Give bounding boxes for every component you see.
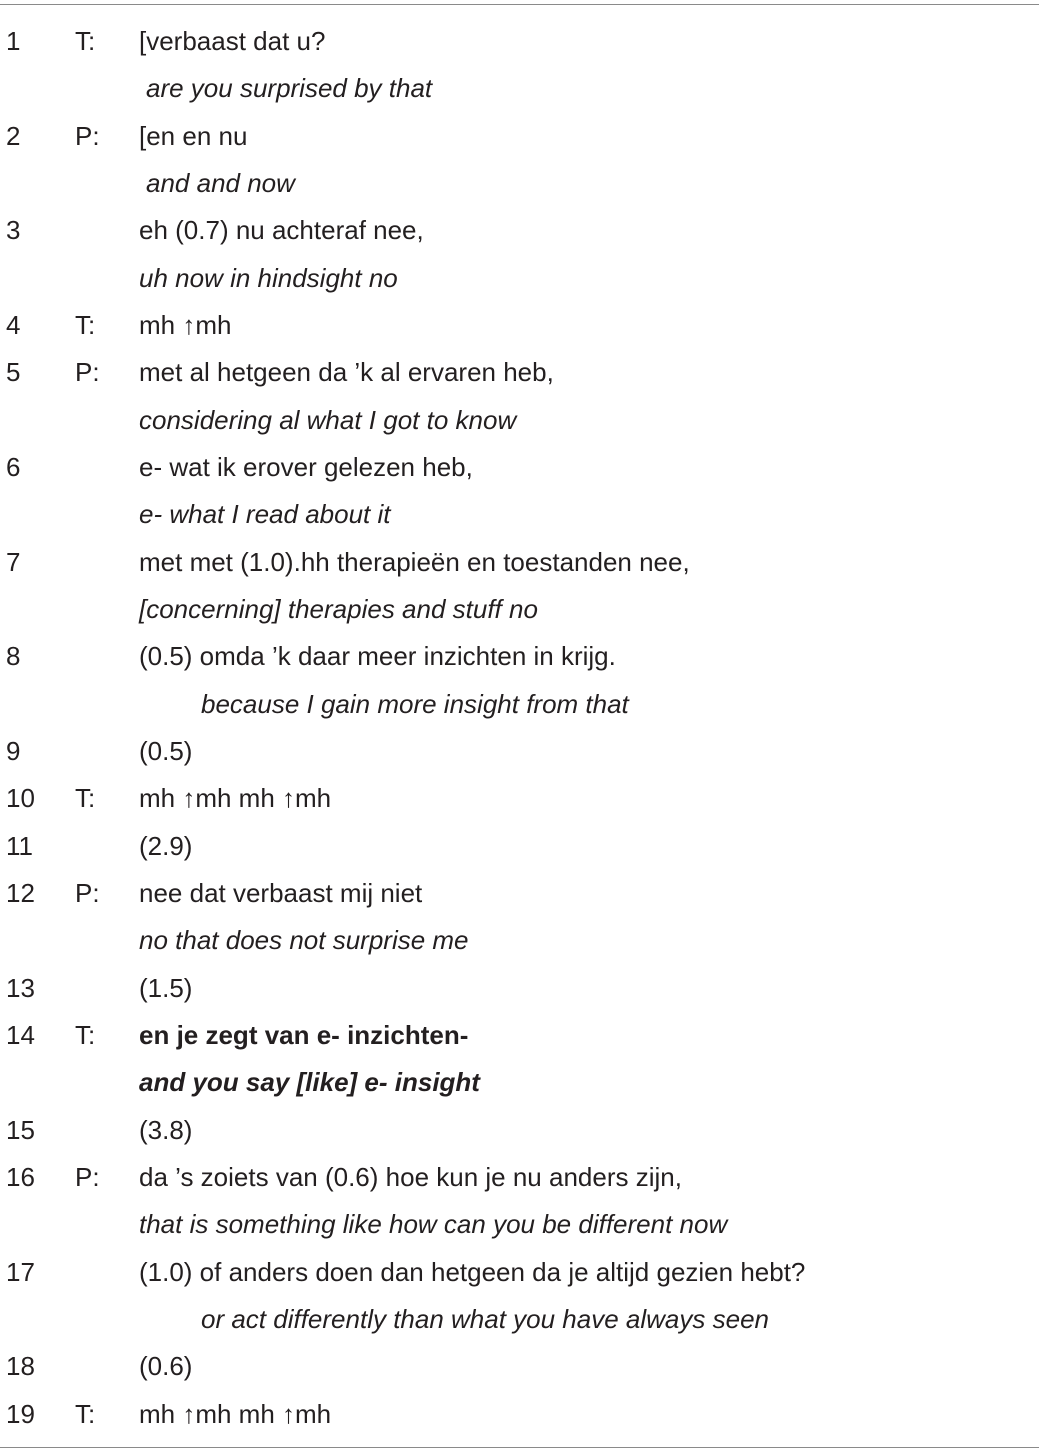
translation-line (0, 491, 1039, 538)
translation-line (0, 917, 1039, 964)
line-number: 1 (6, 26, 21, 56)
transcript-line (0, 633, 1039, 680)
transcript-line (0, 823, 1039, 870)
utterance: mh ↑mh mh ↑mh (139, 1398, 332, 1429)
line-number: 7 (6, 546, 21, 577)
translation: e- what I read about it (139, 499, 391, 530)
transcript-line (0, 728, 1039, 775)
translation: that is something like how can you be different now (139, 1209, 728, 1240)
utterance: nee dat verbaast mij niet (139, 877, 423, 908)
utterance: e- wat ik erover gelezen heb, (139, 451, 473, 482)
translation: no that does not surprise me (139, 925, 469, 956)
utterance: (1.5) (139, 972, 193, 1003)
transcript-line (0, 965, 1039, 1012)
translation: are you surprised by that (146, 73, 433, 104)
translation-line (0, 255, 1039, 302)
speaker-label: T: (75, 1019, 96, 1050)
utterance: met al hetgeen da ’k al ervaren heb, (139, 357, 554, 388)
utterance: eh (0.7) nu achteraf nee, (139, 215, 424, 246)
utterance: mh ↑mh (139, 309, 232, 340)
transcript-line (0, 1249, 1039, 1296)
speaker-label: P: (75, 357, 100, 388)
transcript-line (0, 775, 1039, 822)
line-number: 18 (6, 1351, 35, 1382)
transcript-line (0, 1343, 1039, 1390)
transcript-line (0, 444, 1039, 491)
line-number: 17 (6, 1256, 35, 1287)
line-number: 9 (6, 735, 21, 766)
transcript-line (0, 1107, 1039, 1154)
translation-line (0, 1296, 1039, 1343)
speaker-label: T: (75, 309, 96, 340)
line-number: 6 (6, 451, 21, 482)
transcript-line (0, 18, 1039, 65)
translation: considering al what I got to know (139, 404, 517, 435)
transcript (0, 18, 1039, 1438)
utterance: (0.6) (139, 1351, 193, 1382)
transcript-line (0, 870, 1039, 917)
utterance: da ’s zoiets van (0.6) hoe kun je nu anders zijn, (139, 1161, 682, 1192)
line-number: 4 (6, 309, 21, 340)
line-number: 10 (6, 783, 35, 814)
translation: and you say [like] e- insight (139, 1067, 480, 1098)
translation-line (0, 1059, 1039, 1106)
translation: because I gain more insight from that (201, 688, 629, 719)
line-number: 2 (6, 120, 21, 151)
translation-line (0, 1201, 1039, 1248)
utterance: (1.0) of anders doen dan hetgeen da je altijd gezien hebt? (139, 1256, 806, 1287)
transcript-line (0, 1391, 1039, 1438)
utterance: (3.8) (139, 1114, 193, 1145)
line-number: 19 (6, 1398, 35, 1429)
utterance: mh ↑mh mh ↑mh (139, 783, 332, 814)
translation: and and now (146, 167, 295, 198)
speaker-label: T: (75, 26, 96, 56)
line-number: 5 (6, 357, 21, 388)
line-number: 12 (6, 877, 35, 908)
translation-line (0, 397, 1039, 444)
utterance: [en en nu (139, 120, 248, 151)
speaker-label: P: (75, 120, 100, 151)
utterance: en je zegt van e- inzichten- (139, 1019, 469, 1050)
transcript-line (0, 302, 1039, 349)
translation: uh now in hindsight no (139, 262, 398, 293)
translation-line (0, 65, 1039, 112)
utterance: [verbaast dat u? (139, 26, 326, 56)
utterance: (0.5) omda ’k daar meer inzichten in krijg. (139, 641, 616, 672)
bottom-rule (0, 1447, 1039, 1448)
line-number: 11 (6, 830, 33, 861)
utterance: (0.5) (139, 735, 193, 766)
transcript-line (0, 1154, 1039, 1201)
speaker-label: P: (75, 1161, 100, 1192)
line-number: 3 (6, 215, 21, 246)
translation: [concerning] therapies and stuff no (139, 593, 538, 624)
utterance: (2.9) (139, 830, 193, 861)
line-number: 16 (6, 1161, 35, 1192)
line-number: 13 (6, 972, 35, 1003)
transcript-line (0, 539, 1039, 586)
transcript-line (0, 1012, 1039, 1059)
speaker-label: T: (75, 1398, 96, 1429)
transcript-line (0, 349, 1039, 396)
utterance: met met (1.0).hh therapieën en toestanden nee, (139, 546, 690, 577)
speaker-label: P: (75, 877, 100, 908)
translation-line (0, 681, 1039, 728)
translation-line (0, 586, 1039, 633)
line-number: 14 (6, 1019, 35, 1050)
transcript-line (0, 113, 1039, 160)
transcript-line (0, 207, 1039, 254)
line-number: 8 (6, 641, 21, 672)
line-number: 15 (6, 1114, 35, 1145)
translation: or act differently than what you have always seen (201, 1303, 769, 1334)
top-rule (0, 4, 1039, 5)
speaker-label: T: (75, 783, 96, 814)
translation-line (0, 160, 1039, 207)
